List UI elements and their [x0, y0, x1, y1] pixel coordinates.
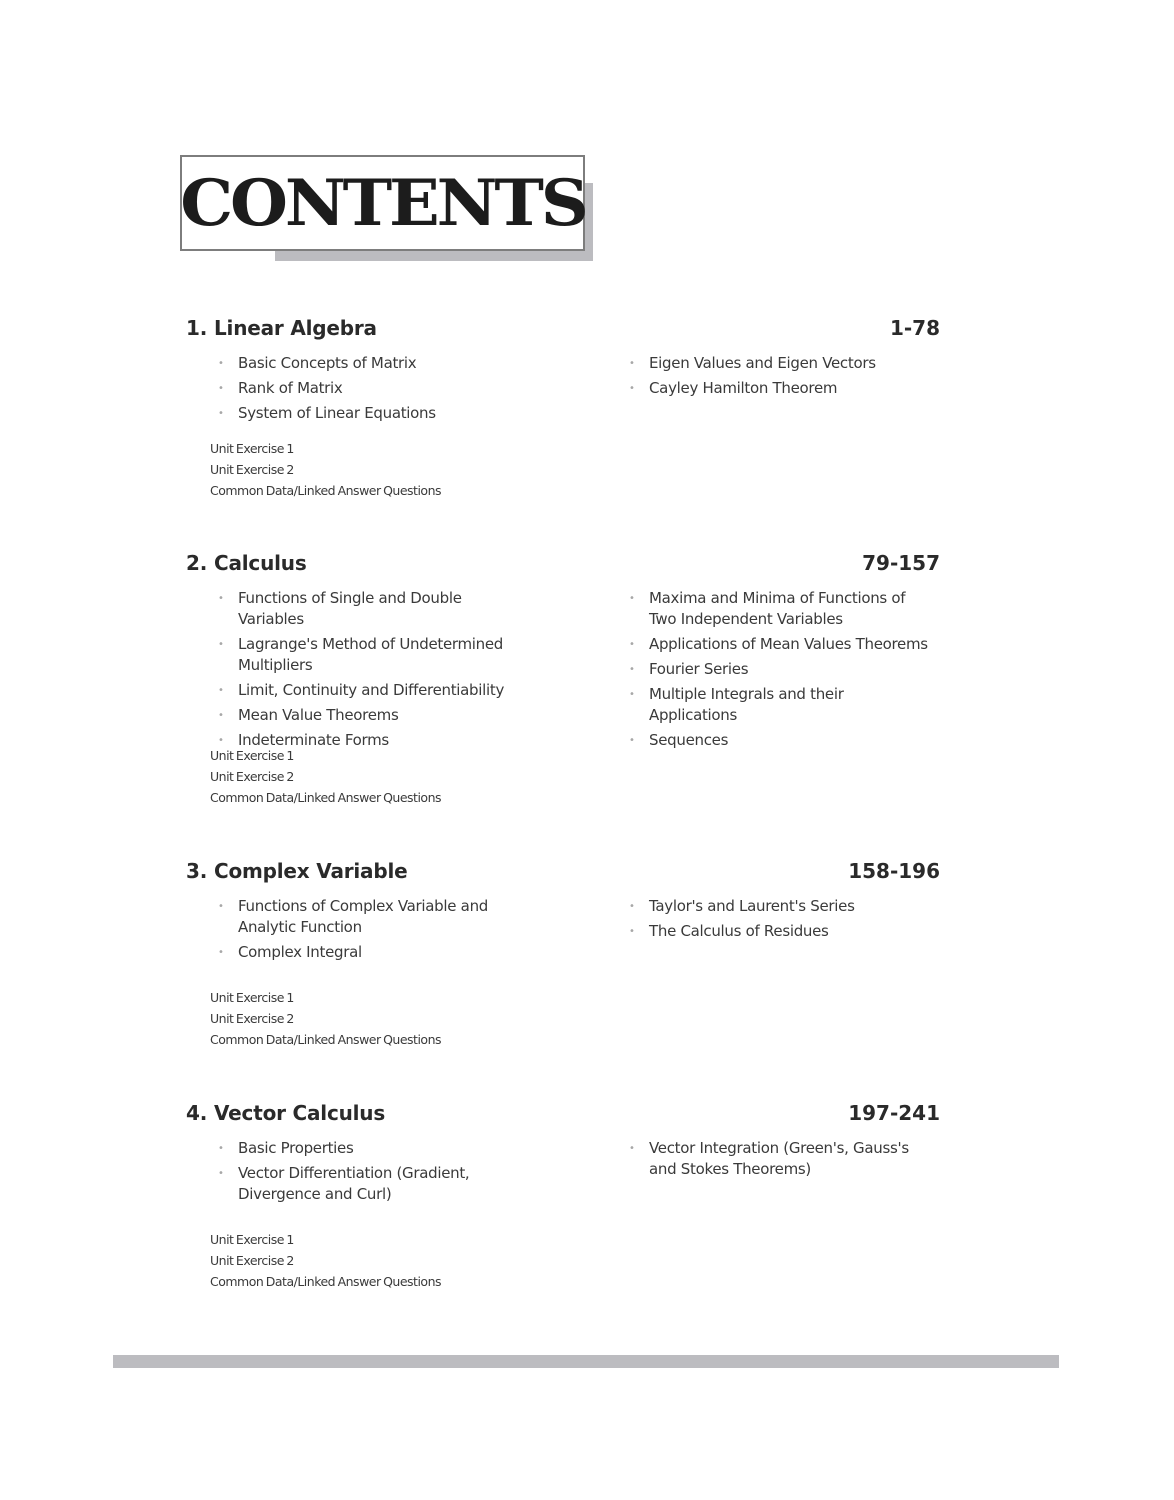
bullet-icon: • [629, 383, 635, 394]
topic-item: • Eigen Values and Eigen Vectors [629, 354, 876, 372]
section-number: 2. [186, 551, 208, 575]
exercise-list [210, 987, 441, 1050]
bullet-icon: • [218, 710, 224, 721]
exercise-item: Common Data/Linked Answer Questions [210, 1274, 442, 1289]
section-heading [186, 551, 942, 577]
bullet-icon: • [629, 735, 635, 746]
exercise-item: Unit Exercise 2 [210, 1011, 294, 1026]
bullet-icon: • [218, 593, 224, 604]
topic-column-left [218, 353, 548, 428]
section-page-range: 1-78 [889, 316, 940, 340]
page-title: CONTENTS [179, 166, 586, 241]
section-title-text: Vector Calculus [214, 1101, 386, 1125]
section-number: 3. [186, 859, 208, 883]
topic-item: • Rank of Matrix [218, 379, 343, 397]
section-title[interactable] [186, 1101, 385, 1125]
topic-item: • Vector Integration (Green's, Gauss's and Stokes Theorems) [629, 1139, 909, 1178]
topic-column-right [629, 1138, 929, 1184]
topic-item: • Maxima and Minima of Functions of Two Independent Variables [629, 589, 906, 628]
section-calculus [186, 551, 942, 805]
topic-item: • Taylor's and Laurent's Series [629, 897, 855, 915]
topic-item: • Basic Properties [218, 1139, 354, 1157]
section-heading [186, 316, 942, 342]
topic-item: • Functions of Single and Double Variables [218, 589, 462, 628]
topic-column-left [218, 588, 508, 755]
topic-item: • Multiple Integrals and their Applications [629, 685, 844, 724]
topic-item: • Functions of Complex Variable and Analytic Function [218, 897, 488, 936]
bullet-icon: • [629, 593, 635, 604]
topic-item: • Vector Differentiation (Gradient, Divergence and Curl) [218, 1164, 470, 1203]
topic-item: • Indeterminate Forms [218, 731, 389, 749]
exercise-list [210, 1229, 441, 1292]
bullet-icon: • [218, 1143, 224, 1154]
exercise-item: Unit Exercise 2 [210, 462, 294, 477]
section-linear-algebra [186, 316, 942, 498]
section-title-text: Linear Algebra [214, 316, 377, 340]
section-heading [186, 1101, 942, 1127]
bullet-icon: • [629, 901, 635, 912]
bullet-icon: • [218, 639, 224, 650]
bullet-icon: • [629, 664, 635, 675]
exercise-item: Common Data/Linked Answer Questions [210, 790, 442, 805]
exercise-item: Common Data/Linked Answer Questions [210, 1032, 442, 1047]
section-title[interactable] [186, 316, 377, 340]
exercise-item: Unit Exercise 2 [210, 769, 294, 784]
section-page-range: 197-241 [848, 1101, 940, 1125]
section-title[interactable] [186, 551, 307, 575]
section-number: 1. [186, 316, 208, 340]
topic-item: • The Calculus of Residues [629, 922, 829, 940]
topic-column-right [629, 588, 929, 755]
section-title[interactable] [186, 859, 408, 883]
exercise-item: Unit Exercise 1 [210, 748, 294, 763]
exercise-item: Unit Exercise 2 [210, 1253, 294, 1268]
topic-item: • Applications of Mean Values Theorems [629, 635, 928, 653]
bullet-icon: • [629, 926, 635, 937]
bullet-icon: • [218, 685, 224, 696]
section-page-range: 79-157 [862, 551, 940, 575]
section-vector-calculus [186, 1101, 942, 1289]
section-heading [186, 859, 942, 885]
bullet-icon: • [218, 383, 224, 394]
bullet-icon: • [218, 901, 224, 912]
bullet-icon: • [218, 408, 224, 419]
title-box [180, 155, 585, 251]
topic-item: • Sequences [629, 731, 729, 749]
exercise-list [210, 745, 441, 808]
exercise-list [210, 438, 441, 501]
bullet-icon: • [218, 1168, 224, 1179]
topic-column-right [629, 353, 944, 403]
topic-item: • System of Linear Equations [218, 404, 436, 422]
section-complex-variable [186, 859, 942, 1047]
exercise-item: Unit Exercise 1 [210, 990, 294, 1005]
topic-item: • Complex Integral [218, 943, 362, 961]
exercise-item: Unit Exercise 1 [210, 1232, 294, 1247]
topic-column-left [218, 896, 493, 967]
topic-item: • Cayley Hamilton Theorem [629, 379, 838, 397]
topic-item: • Lagrange's Method of Undetermined Multipliers [218, 635, 504, 674]
topic-item: • Limit, Continuity and Differentiability [218, 681, 505, 699]
topic-item: • Fourier Series [629, 660, 749, 678]
topic-item: • Basic Concepts of Matrix [218, 354, 417, 372]
topic-column-left [218, 1138, 473, 1209]
bullet-icon: • [218, 735, 224, 746]
exercise-item: Common Data/Linked Answer Questions [210, 483, 442, 498]
bullet-icon: • [218, 947, 224, 958]
bullet-icon: • [218, 358, 224, 369]
bullet-icon: • [629, 1143, 635, 1154]
exercise-item: Unit Exercise 1 [210, 441, 294, 456]
section-title-text: Complex Variable [214, 859, 408, 883]
bullet-icon: • [629, 639, 635, 650]
footer-divider-bar [113, 1355, 1059, 1368]
bullet-icon: • [629, 689, 635, 700]
topic-column-right [629, 896, 944, 946]
topic-item: • Mean Value Theorems [218, 706, 399, 724]
section-page-range: 158-196 [848, 859, 940, 883]
section-title-text: Calculus [214, 551, 307, 575]
bullet-icon: • [629, 358, 635, 369]
section-number: 4. [186, 1101, 208, 1125]
